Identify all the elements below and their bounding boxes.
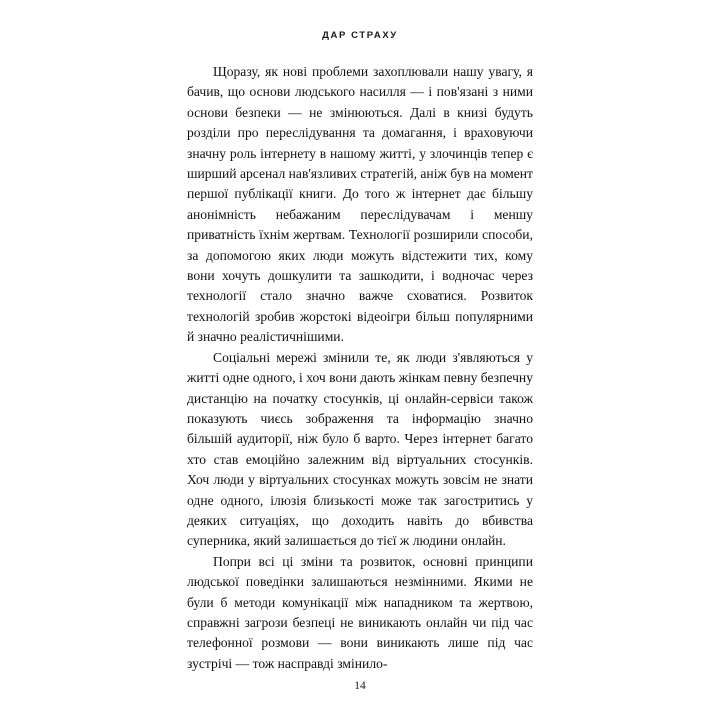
page-number: 14	[354, 680, 366, 692]
paragraph: Соціальні мережі змінили те, як люди з'являються у житті одне одного, і хоч вони дають жінкам певну безпечну дистанцію на початку стосунків, ці онлайн-сервіси також показують чиєсь зображення та інформацію значно більшій аудиторії, ніж було б варто. Через інтернет багато хто став емоційно залежним від віртуальних стосунків. Хоч люди у віртуальних стосунках можуть зовсім не знати одне одного, ілюзія близькості може так загостритись у деяких ситуаціях, що доходить навіть до вбивства суперника, який залишається до тієї ж людини онлайн.	[187, 349, 533, 549]
paragraph: Щоразу, як нові проблеми захоплювали нашу увагу, я бачив, що основи людського насилля — і пов'язані з ними основи безпеки — не змінюються. Далі в книзі будуть розділи про переслідування та домагання, і враховуючи значну роль інтернету в нашому житті, у злочинців тепер є ширший арсенал нав'язливих стратегій, аніж був на момент першої публікації книги. До того ж інтернет дає більшу анонімність небажаним переслідувачам і меншу приватність їхнім жертвам. Технології розширили способи, за допомогою яких люди можуть відстежити тих, кому вони хочуть дошкулити та зашкодити, і водночас через технології стало значно важче сховатися. Розвиток технологій зробив жорстокі відеоігри більш популярними й значно реалістичнішими.	[187, 64, 533, 345]
body-text	[187, 62, 533, 674]
paragraph: Попри всі ці зміни та розвиток, основні принципи людської поведінки залишаються незмінними. Якими не були б методи комунікації між нападником та жертвою, справжні загрози безпеці не виникають онлайн чи під час телефонної розмови — вони виникають лише під час зустрічі — тож насправді змінило-	[187, 553, 533, 671]
running-head: ДАР СТРАХУ	[322, 30, 398, 41]
